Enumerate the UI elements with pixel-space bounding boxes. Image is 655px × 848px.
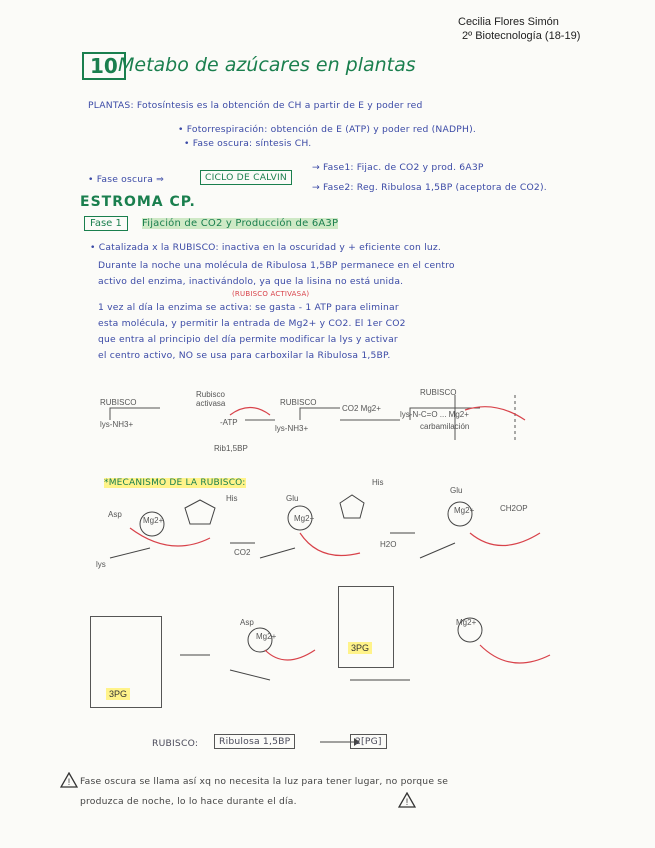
estroma-heading: ESTROMA CP. bbox=[80, 194, 196, 210]
rubisco-line-5: esta molécula, y permitir la entrada de Mg2+ y CO2. El 1er CO2 bbox=[98, 318, 406, 329]
diag-atp: -ATP bbox=[220, 418, 238, 427]
diag-carbamil: carbamilación bbox=[420, 422, 470, 431]
3pg-label-center: 3PG bbox=[348, 642, 372, 654]
diag-rubisco-2: RUBISCO bbox=[280, 398, 317, 407]
mech-his-2: His bbox=[372, 478, 384, 487]
bottom-mg-2: Mg2+ bbox=[456, 618, 477, 627]
rubisco-line-1: • Catalizada x la RUBISCO: inactiva en la oscuridad y + eficiente con luz. bbox=[90, 242, 442, 253]
bottom-mg-1: Mg2+ bbox=[256, 632, 277, 641]
mech-glu-1: Glu bbox=[286, 494, 299, 503]
mech-asp-1: Asp bbox=[108, 510, 122, 519]
dark-phase-step-1: → Fase1: Fijac. de CO2 y prod. 6A3P bbox=[312, 162, 484, 173]
footer-note-line-2: produzca de noche, lo lo hace durante el día. bbox=[80, 796, 297, 807]
intro-bullet-2: • Fase oscura: síntesis CH. bbox=[184, 138, 312, 149]
rubisco-activasa-note: (RUBISCO ACTIVASA) bbox=[232, 290, 310, 298]
svg-text:!: ! bbox=[405, 797, 409, 807]
bottom-mechanism-diagram bbox=[170, 600, 590, 710]
mechanism-diagram bbox=[90, 488, 590, 588]
mech-mg-3: Mg2+ bbox=[454, 506, 475, 515]
fase1-box: Fase 1 bbox=[84, 216, 128, 231]
rubisco-line-6: que entra al principio del día permite modificar la lys y activar bbox=[98, 334, 398, 345]
mechanism-heading: *MECANISMO DE LA RUBISCO: bbox=[104, 478, 246, 488]
mech-mg-1: Mg2+ bbox=[143, 516, 164, 525]
rubisco-line-3: activo del enzima, inactivándolo, ya que la lisina no está unida. bbox=[98, 276, 404, 287]
footer-note-line-1: Fase oscura se llama así xq no necesita la luz para tener lugar, no porque se bbox=[80, 776, 449, 787]
warning-icon bbox=[60, 772, 78, 788]
intro-line: PLANTAS: Fotosíntesis es la obtención de CH a partir de E y poder red bbox=[88, 100, 423, 111]
diag-activasa: Rubisco activasa bbox=[196, 390, 226, 408]
diag-rubisco-1: RUBISCO bbox=[100, 398, 137, 407]
equation-left: Ribulosa 1,5BP bbox=[214, 734, 295, 749]
diag-lys-2: lys-NH3+ bbox=[275, 424, 309, 433]
equation-rubisco: RUBISCO: bbox=[152, 738, 199, 749]
mech-his-1: His bbox=[226, 494, 238, 503]
fase1-title: Fijación de CO2 y Producción de 6A3P bbox=[142, 218, 339, 229]
mech-h2o: H2O bbox=[380, 540, 397, 549]
mech-glu-2: Glu bbox=[450, 486, 463, 495]
dark-phase-label: • Fase oscura ⇒ bbox=[88, 174, 165, 185]
diag-rubisco-3: RUBISCO bbox=[420, 388, 457, 397]
dark-phase-step-2: → Fase2: Reg. Ribulosa 1,5BP (aceptora de CO2). bbox=[312, 182, 547, 193]
diag-co2mg: CO2 Mg2+ bbox=[342, 404, 381, 413]
calvin-cycle-box: CICLO DE CALVIN bbox=[200, 170, 292, 185]
mech-mg-2: Mg2+ bbox=[294, 514, 315, 523]
mech-ch2op: CH2OP bbox=[500, 504, 528, 513]
mech-co2: CO2 bbox=[234, 548, 251, 557]
activation-diagram bbox=[70, 380, 580, 470]
rubisco-line-4: 1 vez al día la enzima se activa: se gasta - 1 ATP para eliminar bbox=[98, 302, 399, 313]
intro-bullet-1: • Fotorrespiración: obtención de E (ATP) y poder red (NADPH). bbox=[178, 124, 477, 135]
mech-lys-1: lys bbox=[96, 560, 106, 569]
diag-lys-1: lys-NH3+ bbox=[100, 420, 134, 429]
course-label: 2º Biotecnología (18-19) bbox=[462, 30, 581, 42]
equation-right: 2[PG] bbox=[350, 734, 387, 749]
3pg-label-left: 3PG bbox=[106, 688, 130, 700]
bottom-asp: Asp bbox=[240, 618, 254, 627]
title-number: 10 bbox=[82, 52, 126, 80]
rubisco-line-7: el centro activo, NO se usa para carboxilar la Ribulosa 1,5BP. bbox=[98, 350, 391, 361]
author-name: Cecilia Flores Simón bbox=[458, 16, 559, 28]
svg-text:!: ! bbox=[67, 777, 71, 787]
warning-icon-end bbox=[398, 792, 416, 808]
page-title: Metabo de azúcares en plantas bbox=[118, 54, 416, 76]
diag-lys-3: lys-N-C=O ... Mg2+ bbox=[400, 410, 469, 419]
diag-rib: Rib1,5BP bbox=[214, 444, 248, 453]
rubisco-line-2: Durante la noche una molécula de Ribulosa 1,5BP permanece en el centro bbox=[98, 260, 455, 271]
